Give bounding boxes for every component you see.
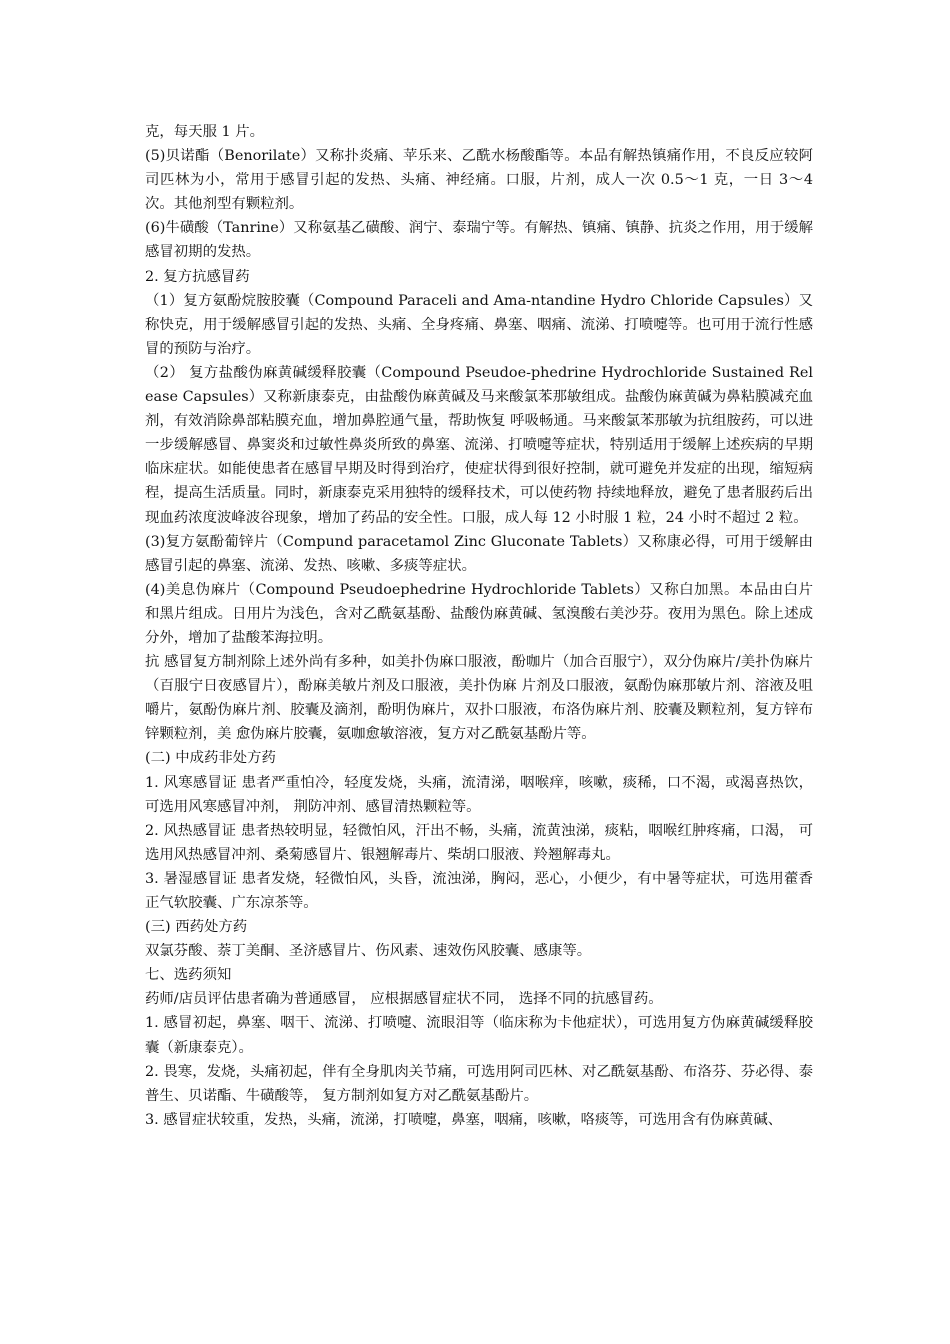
paragraph-17: 药师/店员评估患者确为普通感冒， 应根据感冒症状不同， 选择不同的抗感冒药。 (145, 991, 663, 1008)
document-page (145, 120, 813, 1132)
paragraph-19: 2. 畏寒，发烧，头痛初起，伴有全身肌肉关节痛，可选用阿司匹林、对乙酰氨基酚、布洛芬、芬必得、泰普生、贝诺酯、牛磺酸等， 复方制剂如复方对乙酰氨基酚片。 (145, 1063, 813, 1104)
paragraph-11: 1. 风寒感冒证 患者严重怕冷，轻度发烧，头痛，流清涕，咽喉痒，咳嗽，痰稀，口不渴，或渴喜热饮， 可选用风寒感冒冲剂， 荆防冲剂、感冒清热颗粒等。 (145, 774, 813, 815)
paragraph-1: 克，每天服 1 片。 (145, 124, 265, 140)
paragraph-12: 2. 风热感冒证 患者热较明显，轻微怕风，汗出不畅，头痛，流黄浊涕，痰粘，咽喉红肿疼痛，口渴， 可选用风热感冒冲剂、桑菊感冒片、银翘解毒片、柴胡口服液、羚翘解毒丸。 (145, 822, 813, 863)
section-heading: (三) 西药处方药 (145, 919, 248, 936)
paragraph-3: (6)牛磺酸（Tanrine）又称氨基乙磺酸、润宁、泰瑞宁等。有解热、镇痛、镇静、抗炎之作用，用于缓解感冒初期的发热。 (145, 220, 813, 261)
paragraph-15: 双氯芬酸、萘丁美酮、圣济感冒片、伤风素、速效伤风胶囊、感康等。 (145, 943, 592, 960)
paragraph-8: (4)美息伪麻片（Compound Pseudoephedrine Hydrochloride Tablets）又称白加黑。本品由白片和黑片组成。日用片为浅色，含对乙酰氨基酚、盐酸伪麻黄碱、氢溴酸右美沙芬。夜用为黑色。除上述成分外，增加了盐酸苯海拉明。 (145, 581, 813, 646)
section-heading: 七、选药须知 (145, 967, 232, 984)
paragraph-2: (5)贝诺酯（Benorilate）又称扑炎痛、苹乐来、乙酰水杨酸酯等。本品有解热镇痛作用，不良反应较阿司匹林为小，常用于感冒引起的发热、头痛、神经痛。口服，片剂，成人一次 0.5～1 克，一日 3～4 次。其他剂型有颗粒剂。 (145, 148, 813, 213)
paragraph-5: （1）复方氨酚烷胺胶囊（Compound Paraceli and Ama-ntandine Hydro Chloride Capsules）又称快克，用于缓解感冒引起的发热、头痛、全身疼痛、鼻塞、咽痛、流涕、打喷嚏等。也可用于流行性感冒的预防与治疗。 (145, 292, 813, 357)
paragraph-13: 3. 暑湿感冒证 患者发烧，轻微怕风，头昏，流浊涕，胸闷，恶心，小便少，有中暑等症状，可选用藿香正气软胶囊、广东凉茶等。 (145, 870, 813, 911)
paragraph-6: （2） 复方盐酸伪麻黄碱缓释胶囊（Compound Pseudoe-phedrine Hydrochloride Sustained Release Capsules）又称新康泰克，由盐酸伪麻黄碱及马来酸氯苯那敏组成。盐酸伪麻黄碱为鼻粘膜减充血剂，有效消除鼻部粘膜充血，增加鼻腔通气量，帮助恢复 呼吸畅通。马来酸氯苯那敏为抗组胺药，可以进一步缓解感冒、鼻窦炎和过敏性鼻炎所致的鼻塞、流涕、打喷嚏等症状，特别适用于缓解上述疾病的早期临床症状。如能使患者在感冒早期及时得到治疗，使症状得到很好控制，就可避免并发症的出现，缩短病程，提高生活质量。同时，新康泰克采用独特的缓释技术，可以使药物 持续地释放，避免了患者服药后出现血药浓度波峰波谷现象，增加了药品的安全性。口服，成人每 12 小时服 1 粒，24 小时不超过 2 粒。 (145, 364, 813, 526)
paragraph-7: (3)复方氨酚葡锌片（Compund paracetamol Zinc Gluconate Tablets）又称康必得，可用于缓解由感冒引起的鼻塞、流涕、发热、咳嗽、多痰等症状。 (145, 533, 813, 574)
section-heading: (二) 中成药非处方药 (145, 750, 276, 767)
paragraph-20: 3. 感冒症状较重，发热，头痛，流涕，打喷嚏，鼻塞，咽痛，咳嗽，咯痰等，可选用含有伪麻黄碱、 (145, 1111, 783, 1128)
paragraph-18: 1. 感冒初起，鼻塞、咽干、流涕、打喷嚏、流眼泪等（临床称为卡他症状），可选用复方伪麻黄碱缓释胶囊（新康泰克）。 (145, 1015, 813, 1056)
section-heading: 2. 复方抗感冒药 (145, 268, 250, 285)
paragraph-9: 抗 感冒复方制剂除上述外尚有多种，如美扑伪麻口服液，酚咖片（加合百服宁），双分伪麻片/美扑伪麻片（百服宁日夜感冒片），酚麻美敏片剂及口服液，美扑伪麻 片剂及口服液，氨酚伪麻那敏片剂、溶液及咀嚼片，氨酚伪麻片剂、胶囊及滴剂，酚明伪麻片，双扑口服液，布洛伪麻片剂、胶囊及颗粒剂，复方锌布锌颗粒剂，美 愈伪麻片胶囊，氨咖愈敏溶液，复方对乙酰氨基酚片等。 (145, 654, 813, 743)
